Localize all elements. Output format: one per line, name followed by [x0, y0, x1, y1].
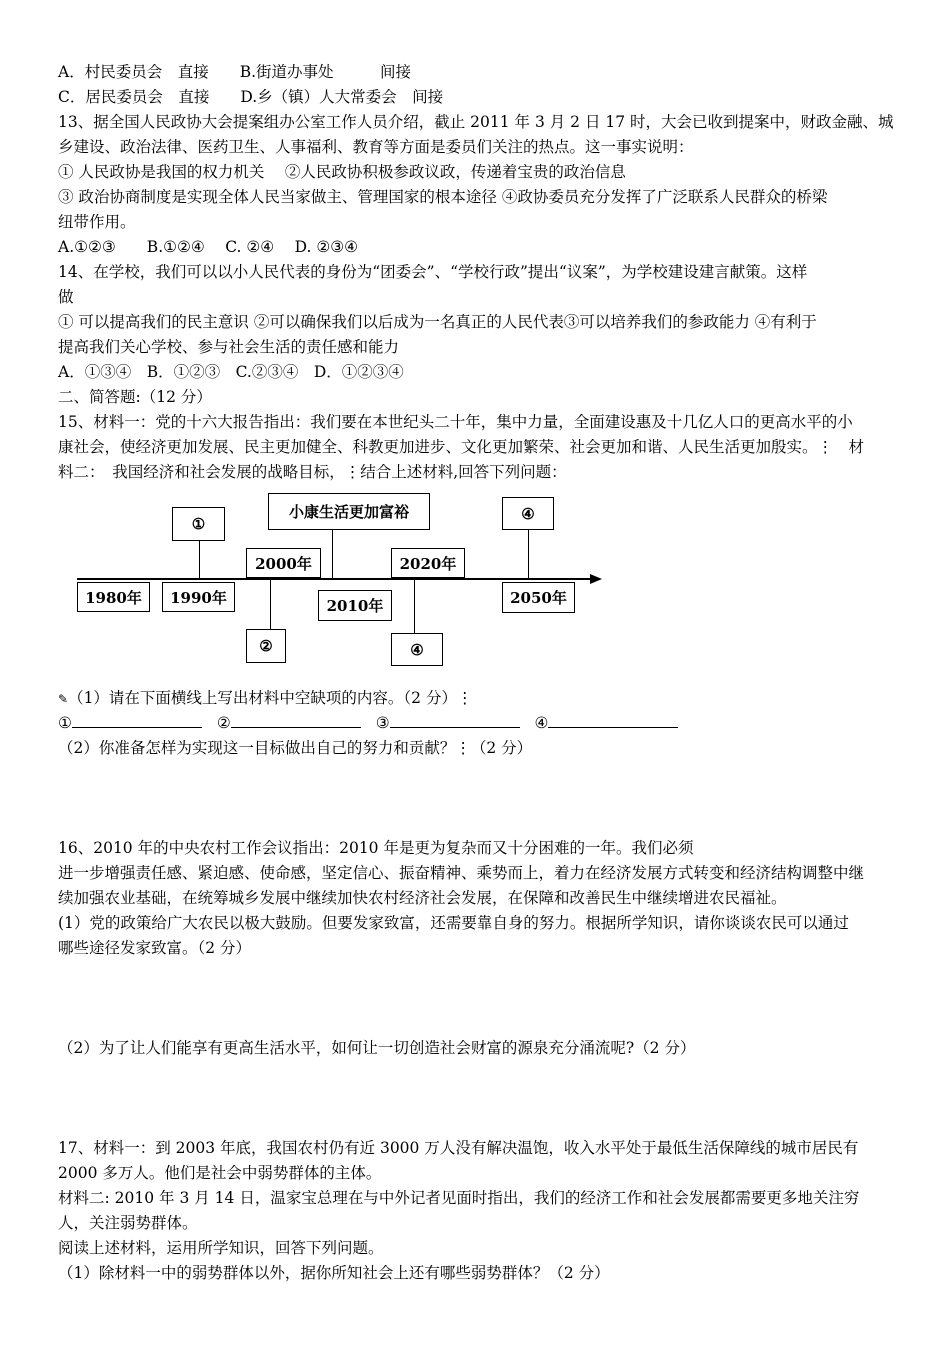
text-line: 阅读上述材料，运用所学知识，回答下列问题。: [58, 1239, 384, 1257]
blank-box-4-bottom: ④: [391, 633, 443, 666]
question-15-2: （2）你准备怎样为实现这一目标做出自己的努力和贡献？⋮（2 分）: [58, 739, 533, 757]
year-1990-box: 1990年: [162, 582, 235, 612]
question-15: 15、材料一：党的十六大报告指出：我们要在本世纪头二十年，集中力量，全面建设惠及十几亿人口的更高水平的小: [58, 413, 853, 431]
question-16-2: （2）为了让人们能享有更高生活水平，如何让一切创造社会财富的源泉充分涌流呢?（2 分）: [58, 1039, 696, 1057]
connector-line: [332, 530, 333, 580]
year-1980-box: 1980年: [77, 582, 150, 612]
text-line: 2000 多万人。他们是社会中弱势群体的主体。: [58, 1164, 382, 1182]
question-14: 14、在学校，我们可以以小人民代表的身份为“团委会”、“学校行政”提出“议案”，为学校建设建言献策。这样: [58, 263, 808, 281]
connector-line: [270, 579, 271, 630]
text-line: ① 可以提高我们的民主意识 ②可以确保我们以后成为一名真正的人民代表③可以培养我们的参政能力 ④有利于: [58, 313, 817, 331]
question-13: 13、据全国人民政协大会提案组办公室工作人员介绍，截止 2011 年 3 月 2 日 17 时，大会已收到提案中，财政金融、城: [58, 113, 894, 131]
answer-blank-3[interactable]: [390, 713, 520, 728]
text-line: ① 人民政协是我国的权力机关 ②人民政协积极参政议政，传递着宝贵的政治信息: [58, 163, 626, 181]
question-16-1: (1）党的政策给广大农民以极大鼓励。但要发家致富，还需要靠自身的努力。根据所学知识，请你谈谈农民可以通过: [58, 914, 849, 932]
goal-box-xiaokang: 小康生活更加富裕: [268, 493, 430, 530]
answer-blank-2[interactable]: [231, 713, 361, 728]
text-line: 康社会，使经济更加发展、民主更加健全、科教更加进步、文化更加繁荣、社会更加和谐、人民生活更加殷实。⋮ 材: [58, 438, 865, 456]
connector-line: [528, 525, 529, 580]
year-2000-box: 2000年: [246, 548, 321, 578]
year-2020-box: 2020年: [391, 548, 465, 578]
blank-label-4: ④: [534, 714, 549, 732]
year-2050-box: 2050年: [502, 582, 575, 613]
question-15-1: [58, 688, 898, 709]
text-line: 纽带作用。: [58, 213, 136, 231]
pen-icon: ✎: [58, 692, 69, 706]
blank-box-2: ②: [246, 629, 286, 663]
text-line: A．村民委员会 直接 B.街道办事处 间接: [58, 63, 412, 81]
connector-line: [199, 540, 200, 580]
answer-blank-1[interactable]: [72, 713, 202, 728]
text-line: ③ 政治协商制度是实现全体人民当家做主、管理国家的根本途径 ④政协委员充分发挥了广泛联系人民群众的桥梁: [58, 188, 828, 206]
answer-options: A．①③④ B．①②③ C.②③④ D．①②③④: [58, 363, 404, 381]
answer-blank-4[interactable]: [548, 713, 678, 728]
text-line: 提高我们关心学校、参与社会生活的责任感和能力: [58, 338, 400, 356]
answer-options: A.①②③ B.①②④ C. ②④ D. ②③④: [58, 238, 359, 256]
text-line: 人，关注弱势群体。: [58, 1214, 198, 1232]
text-line: 续加强农业基础，在统筹城乡发展中继续加快农村经济社会发展，在保障和改善民生中继续增进农民福祉。: [58, 889, 787, 907]
text-line: 进一步增强责任感、紧迫感、使命感，坚定信心、振奋精神、乘势而上，着力在经济发展方式转变和经济结构调整中继: [58, 864, 865, 882]
blank-label-2: ②: [216, 714, 231, 732]
question-17-1: （1）除材料一中的弱势群体以外，据你所知社会上还有哪些弱势群体？（2 分）: [58, 1264, 610, 1282]
connector-line: [414, 579, 415, 634]
text-line: 哪些途径发家致富。（2 分）: [58, 939, 252, 957]
text-line: 料二： 我国经济和社会发展的战略目标，⋮结合上述材料,回答下列问题：: [58, 463, 567, 481]
blank-label-1: ①: [58, 714, 72, 732]
text-line: 材料二: 2010 年 3 月 14 日，温家宝总理在与中外记者见面时指出，我们的经济工作和社会发展都需要更多地关注穷: [58, 1189, 860, 1207]
question-text: （1）请在下面横线上写出材料中空缺项的内容。（2 分）⋮: [68, 689, 473, 707]
text-line: C．居民委员会 直接 D.乡（镇）人大常委会 间接: [58, 88, 444, 106]
blank-box-1: ①: [172, 507, 225, 541]
question-17: 17、材料一：到 2003 年底，我国农村仍有近 3000 万人没有解决温饱，收入水平处于最低生活保障线的城市居民有: [58, 1139, 859, 1157]
question-16: 16、2010 年的中央农村工作会议指出：2010 年是更为复杂而又十分困难的一年。我们必须: [58, 839, 694, 857]
text-line: 乡建设、政治法律、医药卫生、人事福利、教育等方面是委员们关注的热点。这一事实说明：: [58, 138, 694, 156]
section-heading: 二、简答题:（12 分）: [58, 388, 212, 406]
text-line: 做: [58, 288, 74, 306]
year-2010-box: 2010年: [318, 590, 392, 621]
blank-label-3: ③: [375, 714, 390, 732]
answer-blanks-row: [58, 713, 898, 733]
blank-box-4: ④: [502, 497, 554, 530]
